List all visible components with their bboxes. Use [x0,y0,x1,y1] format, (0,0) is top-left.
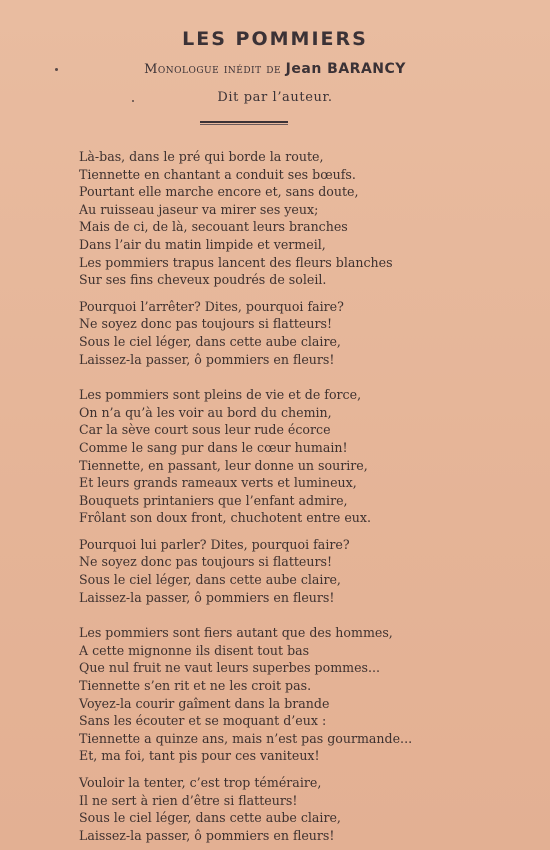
poem-line: Au ruisseau jaseur va mirer ses yeux; [79,201,319,217]
poem-line: On n’a qu’à les voir au bord du chemin, [79,404,332,420]
poem-line: Tiennette s’en rit et ne les croit pas. [79,678,312,694]
poem-line: Voyez-la courir gaîment dans la brande [79,695,330,711]
poem-line: Tiennette, en passant, leur donne un sourire, [79,457,368,473]
poem-stanza [79,774,549,844]
poem-stanza [79,298,549,368]
poem-line: Et leurs grands rameaux verts et lumineux, [79,475,357,491]
poem-line: Sans les écouter et se moquant d’eux : [79,713,327,729]
poem-stanza [79,148,549,289]
poem-line: Ne soyez donc pas toujours si flatteurs! [79,554,333,570]
poem-line: Mais de ci, de là, secouant leurs branches [79,219,348,235]
poem-line: Frôlant son doux front, chuchotent entre eux. [79,510,371,526]
poem-line: Bouquets printaniers que l’enfant admire, [79,492,348,508]
poem-subtitle [0,61,550,77]
performer-credit: Dit par l’auteur. [217,90,333,105]
poem-line: Là-bas, dans le pré qui borde la route, [79,149,324,164]
poem-line: Sous le ciel léger, dans cette aube claire, [79,333,341,349]
poem-body [79,148,549,844]
poem-line: Les pommiers sont pleins de vie et de force, [79,387,362,403]
poem-line: Comme le sang pur dans le cœur humain! [79,439,348,455]
poem-line: Tiennette a quinze ans, mais n’est pas gourmande... [79,730,413,746]
poem-line: Pourquoi lui parler? Dites, pourquoi faire? [79,536,350,552]
poem-line: Ne soyez donc pas toujours si flatteurs! [79,316,333,332]
poem-line: Pourquoi l’arrêter? Dites, pourquoi faire? [79,298,344,314]
title-divider [200,121,288,123]
author-name: Jean BARANCY [285,61,406,77]
poem-line: Laissez-la passer, ô pommiers en fleurs! [79,351,335,367]
poem-line: A cette mignonne ils disent tout bas [79,642,310,658]
poem-title: LES POMMIERS [182,28,368,50]
poem-line: Sous le ciel léger, dans cette aube claire, [79,810,341,826]
poem-line: Dans l’air du matin limpide et vermeil, [79,236,326,252]
poem-line: Laissez-la passer, ô pommiers en fleurs! [79,827,335,843]
poem-line: Les pommiers trapus lancent des fleurs blanches [79,254,393,270]
poem-stanza [79,386,549,527]
subtitle-prefix: Monologue inédit de [144,62,282,77]
poem-line: Sous le ciel léger, dans cette aube claire, [79,572,341,588]
poem-stanza [79,624,549,765]
print-speck [55,68,58,71]
poem-line: Pourtant elle marche encore et, sans doute, [79,184,359,200]
poem-line: Et, ma foi, tant pis pour ces vaniteux! [79,748,320,764]
poem-line: Car la sève court sous leur rude écorce [79,422,331,438]
poem-line: Tiennette en chantant a conduit ses bœufs. [79,166,356,182]
poem-stanza [79,536,549,606]
poem-line: Sur ses fins cheveux poudrés de soleil. [79,272,327,288]
poem-line: Vouloir la tenter, c’est trop téméraire, [79,775,322,790]
print-speck [132,100,134,102]
poem-line: Que nul fruit ne vaut leurs superbes pommes... [79,660,381,676]
poem-line: Laissez-la passer, ô pommiers en fleurs! [79,589,335,605]
poem-line: Les pommiers sont fiers autant que des hommes, [79,625,393,641]
poem-line: Il ne sert à rien d’être si flatteurs! [79,792,298,808]
